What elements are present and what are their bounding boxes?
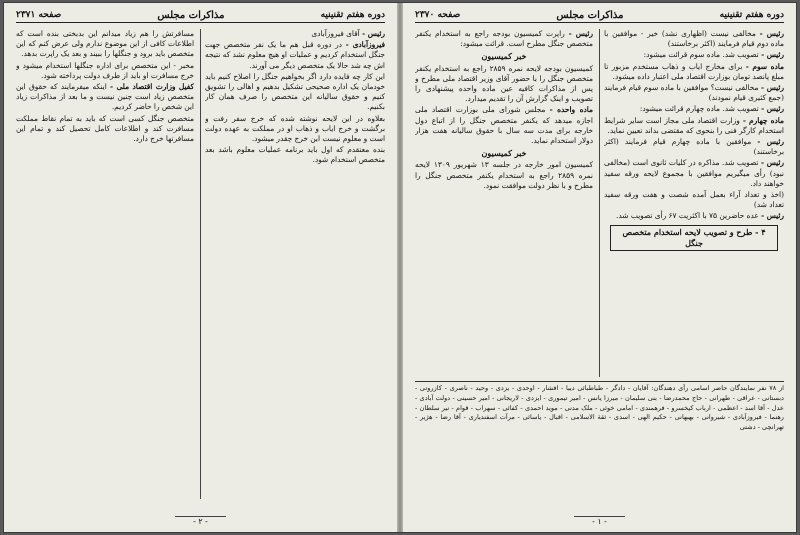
speaker-label: ماده چهارم - <box>742 115 784 125</box>
speaker-label: ماده واحده - <box>549 105 593 115</box>
right-header-page-label: صفحه ۲۳۷۰ <box>415 10 461 20</box>
paragraph-text: خبر کمیسیون <box>481 51 527 62</box>
paragraph-text: در دوره قبل هم ما یک نفر متخصص جهت جنگل استخدام کردیم و عملیات او هیچ معلوم نشد که نتیجه اش چه شد حالا یک متخصص دیگر می آورند. <box>205 40 385 70</box>
paragraph-text: بنده معتقدم که اول باید برنامه عملیات معلوم باشد بعد متخصص استخدام شود. <box>205 145 385 165</box>
right-page-number: - ۱ - <box>403 517 796 526</box>
right-page <box>403 3 796 532</box>
paragraph-text: این کار چه فایده دارد اگر بخواهیم جنگل را اصلاح کنیم باید خودمان یک اداره صحیحی تشکیل بدهیم و اهالی را تشویق کنیم و حقوق سالیانه این متخصص را صرف همان کار بکنیم. <box>205 71 385 112</box>
left-header-session: دوره هفتم تقنینیه <box>320 10 385 20</box>
right-header-title: مذاکرات مجلس <box>556 9 624 21</box>
paragraph <box>604 50 784 60</box>
left-page-number: - ۲ - <box>4 517 397 526</box>
paragraph <box>205 40 385 71</box>
paragraph-text: تصویب شد. ماده چهارم قرائت میشود: <box>639 104 759 114</box>
speaker-label: رئیس - <box>568 29 593 38</box>
paragraph-text: کمیسیون بودجه لایحه نمره ۲۸۵۹ راجع به استخدام یکنفر متخصص جنگل را با حضور آقای وزیر اقتصاد ملی مطرح و پس از مذاکرات کافیه عین ماده واحده پیشنهادی را تصویب و اینک گزارش آن را تقدیم میدارد. <box>415 63 593 104</box>
paragraph <box>16 61 194 81</box>
paragraph <box>205 145 385 165</box>
left-page-header <box>16 9 385 23</box>
paragraph <box>604 211 784 221</box>
paragraph-text: تصویب شد. ماده سوم قرائت میشود: <box>643 50 759 60</box>
speaker-label: رئیس - <box>760 158 784 168</box>
paragraph <box>415 29 593 49</box>
paragraph <box>415 64 593 105</box>
paragraph <box>604 104 784 114</box>
section-heading <box>415 51 593 61</box>
section-box-heading: ۴ - طرح و تصویب لایحه استخدام متخصص جنگل <box>610 225 778 251</box>
right-page-left-column <box>415 29 593 377</box>
paragraph-text: خبر کمیسیون <box>481 148 527 159</box>
paragraph-text: مجلس شورای ملی بوزارت اقتصاد ملی اجازه میدهد که یکنفر متخصص جنگل را از اتباع دول خارجه برای مدت سه سال با حقوق سالیانه هفت هزار دولار استخدام نماید. <box>415 105 593 146</box>
paragraph-text: عده حاضرین ۷۵ با اکثریت ۶۷ رأی تصویب شد. <box>616 211 759 221</box>
paragraph-text: اینکه میفرمایند که حقوق این متخصص زیاد است چنین نیست و ما بعد از مذاکرات زیاد این شخص را حاضر کردیم. <box>16 82 194 112</box>
paragraph <box>205 72 385 113</box>
paragraph <box>16 82 194 113</box>
column-divider <box>200 29 201 499</box>
paragraph-text: بعلاوه در این لایحه نوشته شده که خرج سفر رفت و برگشت و خرج ایاب و ذهاب او در مملکت به عهده دولت است و معلوم نیست این خرج چقدر میشود. <box>205 113 385 144</box>
left-page-left-column <box>16 29 194 499</box>
paragraph-text: (اخذ و تعداد آراء بعمل آمده شصت و هفت ورقه سفید تعداد شد) <box>604 190 784 210</box>
paragraph-text: موافقین با ماده چهارم قیام فرمایند (اکثر برخاستند) <box>604 137 784 157</box>
paragraph <box>604 62 784 82</box>
speaker-label: رئیس - <box>759 29 784 38</box>
right-header-session: دوره هفتم تقنینیه <box>719 10 784 20</box>
speaker-label: رئیس - <box>362 29 385 38</box>
paragraph <box>205 114 385 145</box>
paragraph-text: تصویب شد. مذاکره در کلیات ثانوی است (مخالفی نبود) رأی میگیریم موافقین با مجموع لایحه ورقه سفید خواهند داد. <box>604 158 784 188</box>
right-page-header <box>415 9 784 23</box>
paragraph-text: کمیسیون امور خارجه در جلسه ۱۳ شهریور ۱۳۰۹ لایحه نمره ۲۸۵۹ راجع به استخدام یکنفر متخصص جنگل را مطرح و با نظر دولت موافقت نمود. <box>415 160 593 190</box>
paragraph <box>604 158 784 189</box>
speaker-label: رئیس - <box>760 83 784 93</box>
left-page <box>4 3 397 532</box>
paragraph <box>604 190 784 210</box>
left-header-page-label: صفحه ۲۳۷۱ <box>16 10 62 20</box>
speaker-label: رئیس - <box>761 50 784 60</box>
paragraph-text: راپرت کمیسیون بودجه راجع به استخدام یکنفر متخصص جنگل مطرح است. قرائت میشود: <box>415 29 593 49</box>
right-page-right-column <box>604 29 784 377</box>
book-spread <box>4 3 796 532</box>
left-page-right-column <box>205 29 385 499</box>
speaker-label: رئیس - <box>761 211 784 221</box>
speaker-label: رئیس - <box>761 104 784 114</box>
paragraph <box>604 137 784 157</box>
speaker-label: کفیل وزارت اقتصاد ملی - <box>109 82 194 92</box>
voters-list: از ۷۸ نفر نمایندگان حاضر اسامی رأی دهندگان: آقایان - دادگر - طباطبائی دیبا - افشار - اوحدی - یزدی - وحید - ناصری - کازرونی - دبستانی - عراقی - طهرانی - حاج محمدرضا - بنی سلیمان - میرزا یانس - امیر تیموری - ایزدی - لاریجانی - امیر حسینی - دولت آبادی - عدل - آقا اسد - اعظمی - ارباب کیخسرو - فرهمندی - امامی خوئی - ملک مدنی - موید احمدی - کفائی - سهراب - قوام - نیر سلطان - رهنما - فیروزآبادی - شیروانی - بهبهانی - حکیم الهی - اسدی - ثقة الاسلامی - اقبال - یاسائی - مرآت اسفندیاری - آقا رضا - هژیر - تهرانچی - دشتی <box>415 381 784 499</box>
paragraph <box>16 29 194 60</box>
paragraph <box>415 105 593 146</box>
speaker-label: فیروزآبادی - <box>345 40 385 50</box>
paragraph-text: آقای فیروزآبادی <box>311 29 360 38</box>
paragraph-text: مخبر - این متخصص برای اداره جنگلها استخدام میشود و خرج مسافرت او باید از طرف دولت پرداخته شود. <box>16 60 194 80</box>
speaker-label: رئیس - <box>757 137 784 147</box>
speaker-label: ماده سوم - <box>745 61 784 71</box>
paragraph-text: متخصص جنگل کسی است که باید به تمام نقاط مملکت مسافرت کند و اطلاعات کامل تحصیل کند و تمام این مسافرتها خرج دارد. <box>16 113 194 144</box>
paragraph-text: مخالفی نیست؟ موافقین با ماده سوم قیام فرمایند (جمع کثیری قیام نمودند) <box>604 83 784 103</box>
left-header-title: مذاکرات مجلس <box>157 9 225 21</box>
section-heading <box>415 148 593 158</box>
paragraph <box>604 116 784 136</box>
paragraph-text: وزارت اقتصاد ملی مجاز است سایر شرایط استخدام کارگر فنی را بنحوی که مقتضی بداند تعیین نماید. <box>604 115 784 135</box>
paragraph <box>205 29 385 39</box>
paragraph <box>604 83 784 103</box>
column-divider <box>599 29 600 377</box>
paragraph-text: مخالفی نیست (اظهاری نشد) خیر - موافقین با ماده دوم قیام فرمایند (اکثر برخاستند) <box>604 29 784 49</box>
paragraph <box>16 114 194 145</box>
paragraph-text: برای مخارج ایاب و ذهاب مستخدم مزبور تا مبلغ پانصد تومان بوزارت اقتصاد ملی اعتبار داده میشود. <box>604 61 784 81</box>
paragraph <box>415 160 593 191</box>
paragraph-text: مسافرتش را هم زیاد میدانم این بدبختی بنده است که اطلاعات کافی از این موضوع ندارم ولی عرض کنم که این متخصص باید برود و جنگلها را ببیند و بعد یک راپرت بدهد. <box>16 29 194 59</box>
paragraph <box>604 29 784 49</box>
